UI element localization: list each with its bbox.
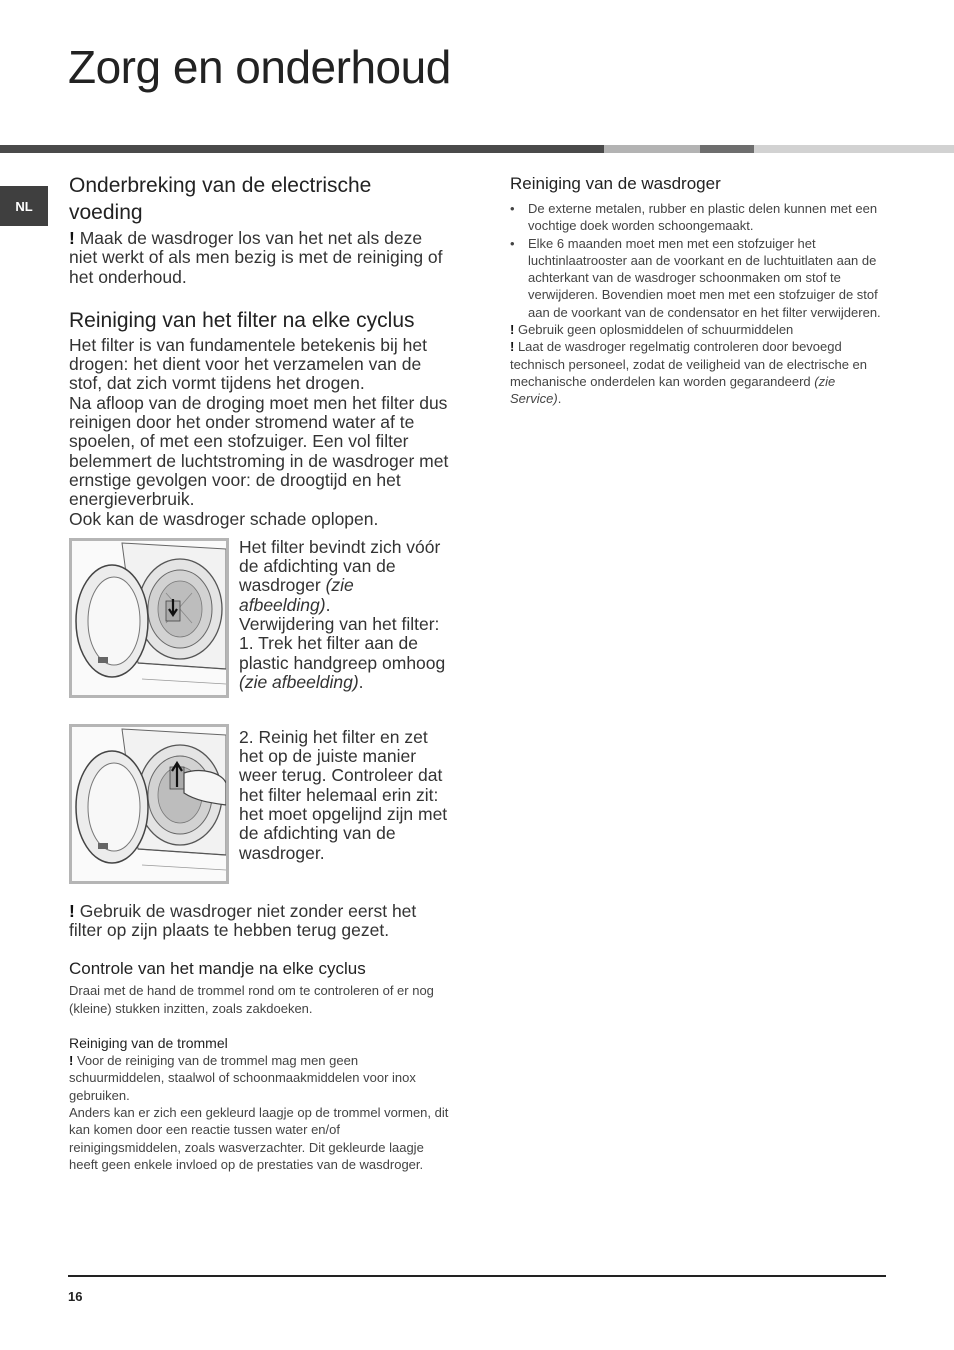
dryer-note-1: ! Gebruik geen oplosmiddelen of schuurmiddelen	[510, 322, 794, 338]
dryer-door-illustration-1	[72, 541, 226, 695]
power-text: ! Maak de wasdroger los van het net als deze niet werkt of als men bezig is met de reiniging of het onderhoud.	[69, 228, 443, 287]
warning-mark: !	[69, 1053, 74, 1069]
drum-check-text: Draai met de hand de trommel rond om te controleren of er nog (kleine) stukken inzitten, zoals zakdoeken.	[69, 983, 434, 1016]
figure-2-caption: 2. Reinig het filter en zet het op de juiste manier weer terug. Controleer dat het filter helemaal erin zit: het moet opgelijnd zijn met de afdichting van de wasdroger.	[239, 726, 448, 863]
right-column	[510, 174, 890, 408]
figure-row-1	[69, 538, 449, 698]
dryer-note-2: ! Laat de wasdroger regelmatig controleren door bevoegd technisch personeel, zodat de veiligheid van de electrische en mechanische onderdelen kan worden gegarandeerd (zie Service).	[510, 339, 868, 407]
header-bar-light	[604, 145, 700, 153]
list-item: • Elke 6 maanden moet men met een stofzuiger het luchtinlaatrooster aan de voorkant en de luchtuitlaten aan de achterkant van de wasdroger schoonmaken om stof te verwijderen. Bovendien moet men met een stofzuiger de stof aan de voorkant van de condensator en het filter verwijderen.	[510, 235, 890, 321]
filter-removal-figure	[69, 724, 229, 884]
filter-paragraph: Het filter is van fundamentele betekenis bij het drogen: het dient voor het verzamelen van de stof, dat zich vormt tijdens het drogen.	[69, 334, 427, 394]
drum-clean-text-2: Anders kan er zich een gekleurd laagje op de trommel vormen, dit kan komen door een reactie tussen water en/of reinigingsmiddelen, zoals wasverzachter. Dit gekleurde laagje heeft geen enkele invloed op de prestaties van de wasdroger.	[69, 1104, 449, 1172]
list-item: • De externe metalen, rubber en plastic delen kunnen met een vochtige doek worden schoongemaakt.	[510, 200, 890, 235]
figure-row-2	[69, 724, 449, 884]
figure-1-caption: Het filter bevindt zich vóór de afdichting van de wasdroger (zie afbeelding). Verwijdering van het filter: 1. Trek het filter aan de plastic handgreep omhoog (zie afbeelding).	[239, 536, 446, 692]
header-bar-pale	[754, 145, 954, 153]
page-title: Zorg en onderhoud	[68, 41, 451, 93]
filter-warning: ! Gebruik de wasdroger niet zonder eerst het filter op zijn plaats te hebben terug gezet.	[69, 900, 417, 941]
warning-mark: !	[69, 228, 75, 248]
drum-clean-text: ! Voor de reiniging van de trommel mag men geen schuurmiddelen, staalwol of schoonmaakmiddelen voor inox gebruiken.	[69, 1053, 416, 1103]
power-heading: Onderbreking van de electrische voeding	[69, 174, 372, 224]
dryer-clean-list	[510, 200, 890, 321]
filter-paragraph-3: Ook kan de wasdroger schade oplopen.	[69, 508, 379, 529]
header-bar-mid	[700, 145, 754, 153]
page-number: 16	[68, 1289, 83, 1304]
filter-heading: Reiniging van het filter na elke cyclus	[69, 308, 415, 332]
language-tab: NL	[0, 186, 48, 226]
filter-paragraph-2: Na afloop van de droging moet men het filter dus reinigen door het onder stromend water af te spoelen, of met een stofzuiger. Een vol filter belemmert de luchtstroming in de wasdroger met ernstige gevolgen voor: de droogtijd en het energieverbruik.	[69, 392, 449, 510]
filter-location-figure	[69, 538, 229, 698]
drum-check-heading: Controle van het mandje na elke cyclus	[69, 959, 366, 979]
footer-rule	[68, 1275, 886, 1277]
warning-mark: !	[510, 322, 515, 338]
header-bar-dark	[0, 145, 604, 153]
dryer-door-illustration-2	[72, 727, 226, 881]
drum-clean-heading: Reiniging van de trommel	[69, 1035, 228, 1052]
warning-mark: !	[69, 900, 75, 921]
warning-mark: !	[510, 339, 515, 355]
left-column	[69, 172, 449, 1173]
dryer-clean-heading: Reiniging van de wasdroger	[510, 174, 721, 193]
